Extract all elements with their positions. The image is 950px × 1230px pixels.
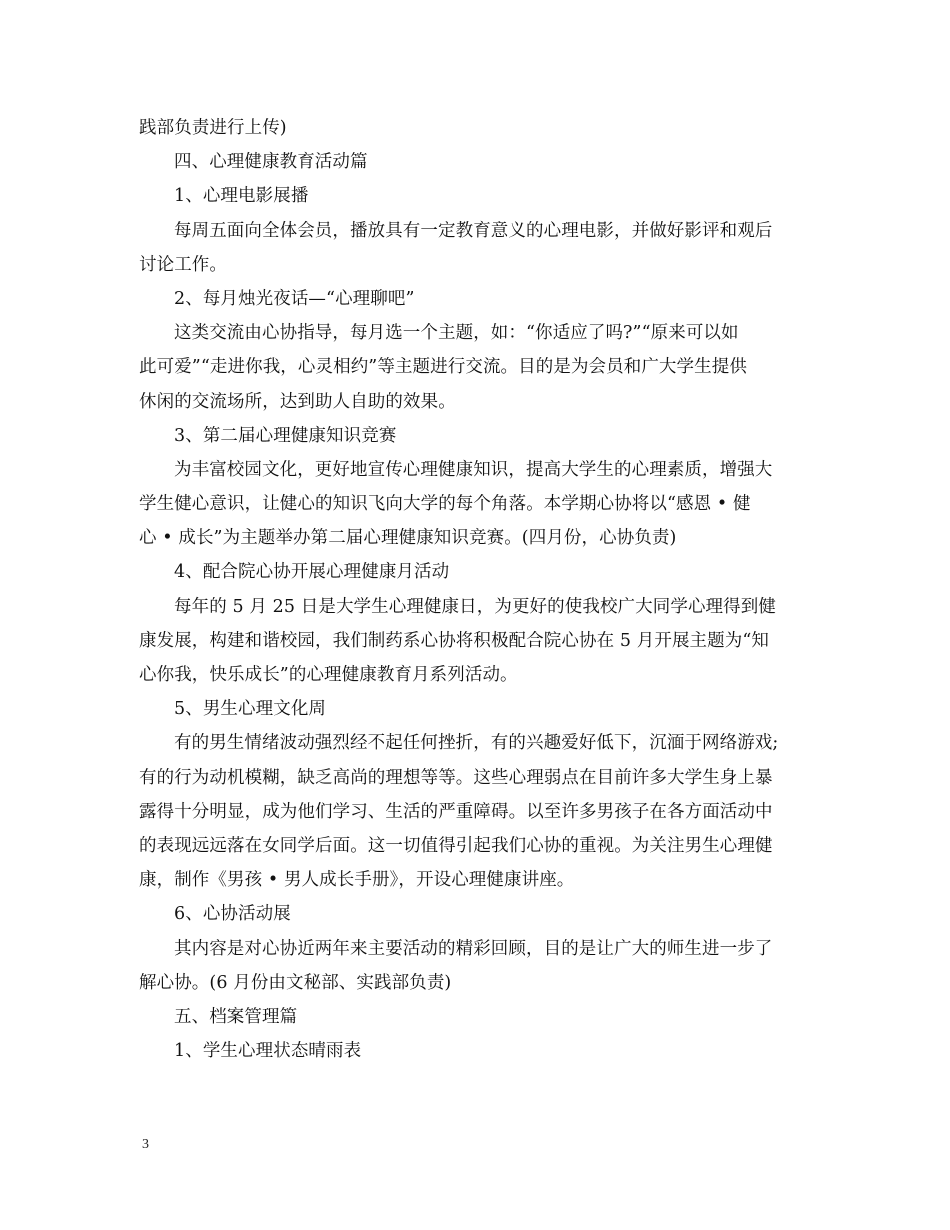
text-line: 此可爱”“走进你我，心灵相约”等主题进行交流。目的是为会员和广大学生提供 — [139, 357, 747, 378]
item-heading: 4、配合院心协开展心理健康月活动 — [174, 562, 450, 583]
item-heading: 6、心协活动展 — [174, 904, 291, 925]
item-heading: 5、男生心理文化周 — [174, 699, 327, 720]
text-line: 讨论工作。 — [139, 254, 227, 275]
text-line: 为丰富校园文化，更好地宣传心理健康知识，提高大学生的心理素质，增强大 — [174, 459, 773, 480]
text-line: 学生健心意识，让健心的知识飞向大学的每个角落。本学期心协将以“感恩 • 健 — [139, 494, 751, 515]
text-line: 解心协。(6 月份由文秘部、实践部负责) — [139, 972, 452, 993]
item-heading: 1、学生心理状态晴雨表 — [174, 1041, 362, 1062]
document-body — [139, 111, 815, 1068]
text-line: 践部负责进行上传) — [139, 118, 287, 138]
text-line: 康发展，构建和谐校园，我们制药系心协将积极配合院心协在 5 月开展主题为“知 — [139, 630, 770, 651]
text-line: 的表现远远落在女同学后面。这一切值得引起我们心协的重视。为关注男生心理健 — [139, 835, 773, 856]
text-line: 有的行为动机模糊，缺乏高尚的理想等等。这些心理弱点在目前许多大学生身上暴 — [139, 767, 773, 788]
text-line: 有的男生情绪波动强烈经不起任何挫折，有的兴趣爱好低下，沉湎于网络游戏; — [174, 733, 779, 754]
item-heading: 3、第二届心理健康知识竞赛 — [174, 425, 397, 446]
text-line: 其内容是对心协近两年来主要活动的精彩回顾，目的是让广大的师生进一步了 — [174, 938, 773, 959]
text-line: 康，制作《男孩 • 男人成长手册》，开设心理健康讲座。 — [139, 870, 575, 891]
section-heading: 五、档案管理篇 — [174, 1006, 298, 1027]
text-line: 露得十分明显，成为他们学习、生活的严重障碍。以至许多男孩子在各方面活动中 — [139, 801, 773, 822]
text-line: 每周五面向全体会员，播放具有一定教育意义的心理电影，并做好影评和观后 — [174, 220, 773, 241]
text-line: 每年的 5 月 25 日是大学生心理健康日，为更好的使我校广大同学心理得到健 — [174, 596, 776, 617]
text-line: 心你我，快乐成长”的心理健康教育月系列活动。 — [139, 665, 518, 685]
item-heading: 1、心理电影展播 — [174, 186, 309, 207]
item-heading: 2、每月烛光夜话—“心理聊吧” — [174, 288, 415, 309]
text-line: 心 • 成长”为主题举办第二届心理健康知识竞赛。(四月份，心协负责) — [139, 528, 677, 549]
section-heading: 四、心理健康教育活动篇 — [174, 152, 368, 173]
text-line: 这类交流由心协指导，每月选一个主题，如：“你适应了吗?”“原来可以如 — [174, 323, 739, 344]
text-line: 休闲的交流场所，达到助人自助的效果。 — [139, 391, 456, 412]
page-number: 3 — [142, 1137, 149, 1152]
